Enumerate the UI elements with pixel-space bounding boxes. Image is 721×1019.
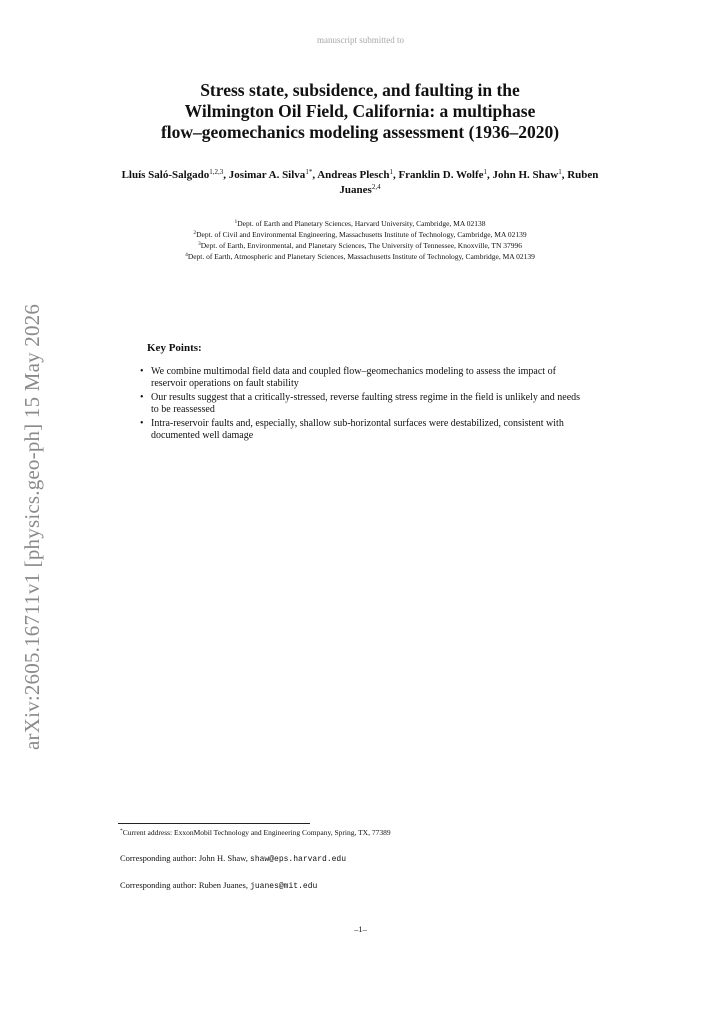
author-affiliation-mark: 2,4	[371, 183, 381, 191]
key-points-list	[137, 366, 582, 444]
affiliation-mark: 2	[193, 230, 197, 236]
corresponding-author-juanes	[120, 880, 317, 891]
affiliation-item	[115, 240, 605, 251]
footnote-mark: *	[120, 828, 123, 834]
affiliation-item	[115, 229, 605, 240]
footnote-text: Current address: ExxonMobil Technology and Engineering Company, Spring, TX, 77389	[122, 828, 391, 837]
author-affiliation-mark: 1,2,3	[209, 168, 224, 176]
affiliation-mark: 4	[185, 252, 188, 258]
bullet-marker: •	[140, 392, 144, 403]
email-link[interactable]: juanes@mit.edu	[250, 882, 318, 891]
key-point-text: Intra-reservoir faults and, especially, shallow sub-horizontal surfaces were destabilized, consistent with documented well damage	[151, 418, 564, 441]
title-line-2: Wilmington Oil Field, California: a multiphase	[184, 101, 536, 121]
paper-title	[110, 80, 610, 143]
author-name: Andreas Plesch	[317, 169, 390, 181]
title-line-1: Stress state, subsidence, and faulting in the	[200, 80, 520, 100]
corresponding-label: Corresponding author: John H. Shaw,	[120, 853, 251, 863]
affiliation-text: Dept. of Earth, Atmospheric and Planetary Sciences, Massachusetts Institute of Technology, Cambridge, MA 02139	[187, 252, 535, 261]
author-affiliation-mark: 1*	[305, 168, 313, 176]
header-note: manuscript submitted to	[317, 35, 404, 45]
affiliation-item	[115, 218, 605, 229]
author-affiliation-mark: 1	[558, 168, 562, 176]
key-point-item	[137, 366, 582, 390]
affiliation-text: Dept. of Earth, Environmental, and Planetary Sciences, The University of Tennessee, Knoxville, TN 37996	[200, 241, 523, 250]
affiliation-text: Dept. of Civil and Environmental Engineering, Massachusetts Institute of Technology, Cambridge, MA 02139	[196, 230, 527, 239]
page-number: –1–	[354, 924, 367, 934]
bullet-marker: •	[140, 418, 144, 429]
author-separator: ,	[312, 169, 318, 181]
corresponding-label: Corresponding author: Ruben Juanes,	[120, 880, 251, 890]
affiliation-mark: 1	[234, 219, 238, 225]
author-list	[120, 168, 600, 198]
affiliation-mark: 3	[197, 241, 201, 247]
title-line-3: flow–geomechanics modeling assessment (1936–2020)	[160, 122, 560, 142]
footnote-rule	[118, 823, 310, 824]
email-link[interactable]: shaw@eps.harvard.edu	[250, 855, 347, 864]
bullet-marker: •	[140, 366, 144, 377]
key-point-item	[137, 418, 582, 442]
key-point-text: We combine multimodal field data and coupled flow–geomechanics modeling to assess the impact of reservoir operations on fault stability	[151, 366, 556, 389]
key-points-heading: Key Points:	[147, 342, 202, 354]
key-point-item	[137, 392, 582, 416]
arxiv-identifier: arXiv:2605.16711v1 [physics.geo-ph] 15 May 2026	[20, 303, 44, 750]
corresponding-author-shaw	[120, 853, 346, 864]
affiliation-text: Dept. of Earth and Planetary Sciences, Harvard University, Cambridge, MA 02138	[237, 219, 486, 228]
author-separator: ,	[487, 169, 493, 181]
affiliation-item	[115, 251, 605, 262]
author-separator: ,	[223, 169, 229, 181]
affiliation-list	[115, 218, 605, 262]
key-point-text: Our results suggest that a critically-stressed, reverse faulting stress regime in the field is unlikely and needs to be reassessed	[151, 392, 581, 415]
author-name: Lluís Saló-Salgado	[121, 169, 210, 181]
author-name: John H. Shaw	[492, 169, 559, 181]
author-affiliation-mark: 1	[483, 168, 487, 176]
author-separator: ,	[561, 169, 568, 181]
author-name: Franklin D. Wolfe	[398, 169, 484, 181]
author-name: Ruben Juanes	[339, 169, 599, 196]
author-name: Josimar A. Silva	[228, 169, 306, 181]
author-separator: ,	[392, 169, 399, 181]
author-affiliation-mark: 1	[389, 168, 393, 176]
footnote	[120, 828, 391, 837]
